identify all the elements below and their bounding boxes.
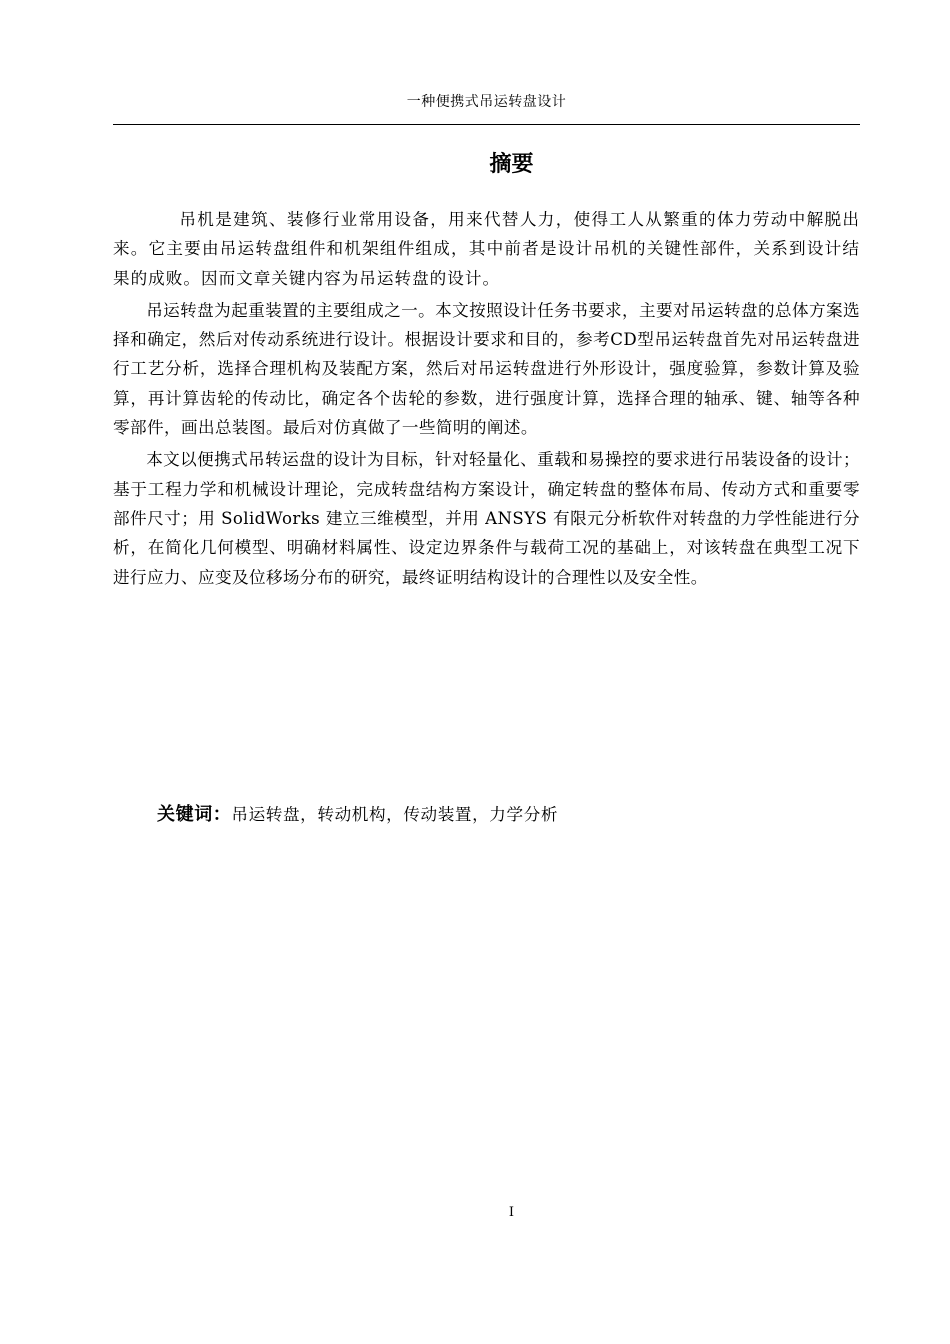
abstract-paragraph: 本文以便携式吊转运盘的设计为目标，针对轻量化、重载和易操控的要求进行吊装设备的设计；基于工程力学和机械设计理论，完成转盘结构方案设计，确定转盘的整体布局、传动方式和重要零部件尺寸；用 SolidWorks 建立三维模型，并用 ANSYS 有限元分析软件对转盘的力学性能进行分析，在简化几何模型、明确材料属性、设定边界条件与载荷工况的基础上，对该转盘在典型工况下进行应力、应变及位移场分布的研究，最终证明结构设计的合理性以及安全性。	[113, 450, 860, 587]
running-header: 一种便携式吊运转盘设计	[406, 94, 567, 110]
abstract-paragraph: 吊运转盘为起重装置的主要组成之一。本文按照设计任务书要求，主要对吊运转盘的总体方案选择和确定，然后对传动系统进行设计。根据设计要求和目的，参考CD型吊运转盘首先对吊运转盘进行工艺分析，选择合理机构及装配方案，然后对吊运转盘进行外形设计，强度验算，参数计算及验算，再计算齿轮的传动比，确定各个齿轮的参数，进行强度计算，选择合理的轴承、键、轴等各种零部件，画出总装图。最后对仿真做了一些简明的阐述。	[113, 300, 860, 438]
abstract-paragraph: 吊机是建筑、装修行业常用设备，用来代替人力，使得工人从繁重的体力劳动中解脱出来。它主要由吊运转盘组件和机架组件组成，其中前者是设计吊机的关键性部件，关系到设计结果的成败。因而文章关键内容为吊运转盘的设计。	[113, 210, 860, 288]
abstract-title: 摘要	[489, 152, 534, 177]
page-number: I	[508, 1205, 515, 1220]
keywords-line	[157, 800, 857, 830]
header-divider	[113, 124, 860, 125]
keywords-text: 吊运转盘，转动机构，传动装置，力学分析	[231, 805, 559, 824]
abstract-body	[113, 205, 860, 592]
keywords-label: 关键词：	[157, 804, 232, 825]
